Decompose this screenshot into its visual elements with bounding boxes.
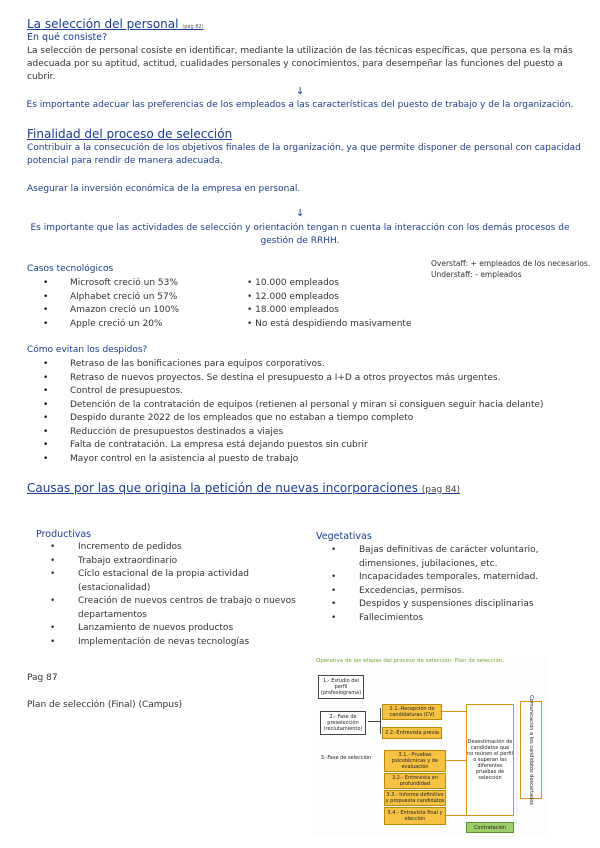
connector-line (440, 711, 466, 712)
list-item-continuation: (estacionalidad) (78, 582, 151, 593)
que-consiste-line-2: adecuada por su aptitud, actitud, cualidades personales y conocimientos, para desempeñar las funciones del puesto a (27, 59, 563, 69)
desestimacion-box: Desestimación de candidatos que no reúnen el perfil o superan las diferentes pruebas de selección (466, 704, 514, 816)
finalidad-line-3: Asegurar la inversión económica de la empresa en personal. (27, 184, 301, 194)
page-title-ref: (pag 82) (182, 24, 204, 30)
list-item: • Apple creció un 20% (70, 318, 250, 332)
list-item: • Alphabet creció un 57% (70, 291, 250, 305)
finalidad-heading: Finalidad del proceso de selección (27, 127, 233, 141)
list-item: • Creación de nuevos centros de trabajo o nuevos (50, 596, 296, 606)
casos-employees-list (247, 277, 411, 331)
list-item-continuation: dimensiones, jubilaciones, etc. (359, 558, 498, 569)
list-item: • Incremento de pedidos (50, 542, 182, 552)
recepcion-candidaturas-box: 2.1.-Recepción de candidaturas (CV) (382, 704, 442, 720)
list-item: • Incapacidades temporales, maternidad. (331, 572, 539, 582)
diagram-title: Operativa de las etapas del proceso de selección: Plan de selección. (316, 658, 505, 664)
list-item: • Microsoft creció un 53% (70, 277, 250, 291)
finalidad-text (27, 142, 587, 168)
que-consiste-line-1: La selección de personal cosiste en identificar, mediante la utilización de las técnicas específicas, que persona es la más (27, 46, 573, 56)
list-item: • 12.000 empleados (247, 291, 339, 302)
que-consiste-note: Es importante adecuar las preferencias de los empleados a las características del puesto de trabajo y de la organización. (26, 100, 574, 110)
understaff-text: Understaff: - empleados (431, 270, 522, 279)
preseleccion-box: 2.- Fase de preselección (reclutamiento) (320, 711, 366, 735)
connector-line (444, 815, 466, 816)
que-consiste-text (27, 45, 587, 84)
fase-seleccion-box: 3.-Fase de selección (320, 755, 372, 761)
comunicacion-box (520, 695, 542, 805)
list-item: • Implementación de nevas tecnologías (50, 636, 250, 647)
connector-line (380, 708, 381, 734)
vegetativas-heading: Vegetativas (316, 531, 372, 542)
list-item: • Retraso de las bonificaciones para equipos corporativos. (70, 358, 590, 372)
list-item: • Retraso de nuevos proyectos. Se destina el presupuesto a I+D a otros proyectos más urgentes. (70, 372, 590, 386)
evitan-heading: Cómo evitan los despidos? (27, 345, 148, 355)
causas-heading-text: Causas por las que origina la petición de nuevas incorporaciones (27, 481, 418, 495)
list-item: • Mayor control en la asistencia al puesto de trabajo (70, 453, 590, 467)
pruebas-psicotecnicas-box: 3.1.- Pruebas psicotécnicas y de evaluación (384, 750, 446, 772)
connector-line (368, 721, 380, 722)
list-item: • 18.000 empleados (247, 305, 339, 315)
list-item: • 10.000 empleados (247, 278, 339, 288)
staff-note (431, 258, 590, 280)
down-arrow-icon: ↓ (296, 86, 305, 97)
casos-companies-list (70, 277, 250, 331)
list-item: • Fallecimientos (331, 612, 424, 623)
comunicacion-text: Comunicación a los candidatos descartados (528, 695, 535, 805)
finalidad-note (20, 222, 580, 248)
entrevista-profundidad-box: 3.2.- Entrevista en profundidad (384, 773, 446, 789)
seleccion-flow-diagram (310, 655, 548, 837)
page-title (27, 17, 204, 31)
list-item: • Excedencias, permisos. (331, 585, 465, 596)
list-item: • No está despidiendo masivamente (247, 318, 412, 329)
finalidad-line-2: potencial para rendir de manera adecuada. (27, 156, 223, 166)
list-item: • Bajas definitivas de carácter voluntario, (331, 545, 539, 555)
causas-heading (27, 481, 460, 495)
entrevista-previa-box: 2.2.-Entrevista previa (382, 727, 442, 739)
finalidad-note-line-2: gestión de RRHH. (260, 236, 340, 246)
overstaff-text: Overstaff: + empleados de los necesarios. (431, 259, 591, 268)
footer-page-ref: Pag 87 (27, 673, 58, 683)
page-title-text: La selección del personal (27, 17, 179, 31)
list-item: • Trabajo extraordinario (50, 555, 178, 566)
connector-line (444, 760, 466, 761)
informe-definitivo-box: 3.3.- Informe definitivo y propuesta candidatos (385, 792, 445, 804)
down-arrow-icon: ↓ (296, 208, 305, 219)
que-consiste-line-3: cubrir. (27, 72, 56, 82)
vegetativas-list (331, 544, 591, 625)
causas-heading-ref: (pag 84) (421, 485, 461, 495)
footer-plan-link[interactable]: Plan de selección (Final) (Campus) (27, 700, 183, 710)
casos-heading: Casos tecnológicos (27, 264, 114, 274)
evitan-list (70, 358, 590, 466)
que-consiste-heading: En qué consiste? (27, 32, 108, 43)
list-item: • Reducción de presupuestos destinados a viajes (70, 426, 590, 440)
entrevista-final-box: 3.4.- Entrevista final y elección (384, 807, 446, 825)
finalidad-note-line-1: Es importante que las actividades de selección y orientación tengan n cuenta la interacción con los demás procesos de (30, 223, 570, 233)
list-item: • Amazon creció un 100% (70, 304, 250, 318)
list-item: • Lanzamiento de nuevos productos (50, 623, 234, 633)
finalidad-line-1: Contribuir a la consecución de los objetivos finales de la organización, ya que permite disponer de personal con capacidad (27, 143, 581, 153)
estudio-perfil-box: 1.- Estudio del perfil (profesiograma) (318, 675, 364, 699)
list-item: • Despidos y suspensiones disciplinarias (331, 599, 534, 609)
productivas-list (50, 541, 300, 649)
list-item: • Falta de contratación. La empresa está dejando puestos sin cubrir (70, 439, 590, 453)
list-item-continuation: departamentos (78, 609, 147, 620)
list-item: • Detención de la contratación de equipos (retienen al personal y miran si consiguen seguir hacia delante) (70, 399, 590, 413)
contratacion-box: Contratación (466, 822, 514, 833)
list-item: • Ciclo estacional de la propia actividad (50, 569, 249, 579)
productivas-heading: Productivas (36, 529, 92, 540)
list-item: • Control de presupuestos. (70, 385, 590, 399)
list-item: • Despido durante 2022 de los empleados que no estaban a tiempo completo (70, 412, 590, 426)
